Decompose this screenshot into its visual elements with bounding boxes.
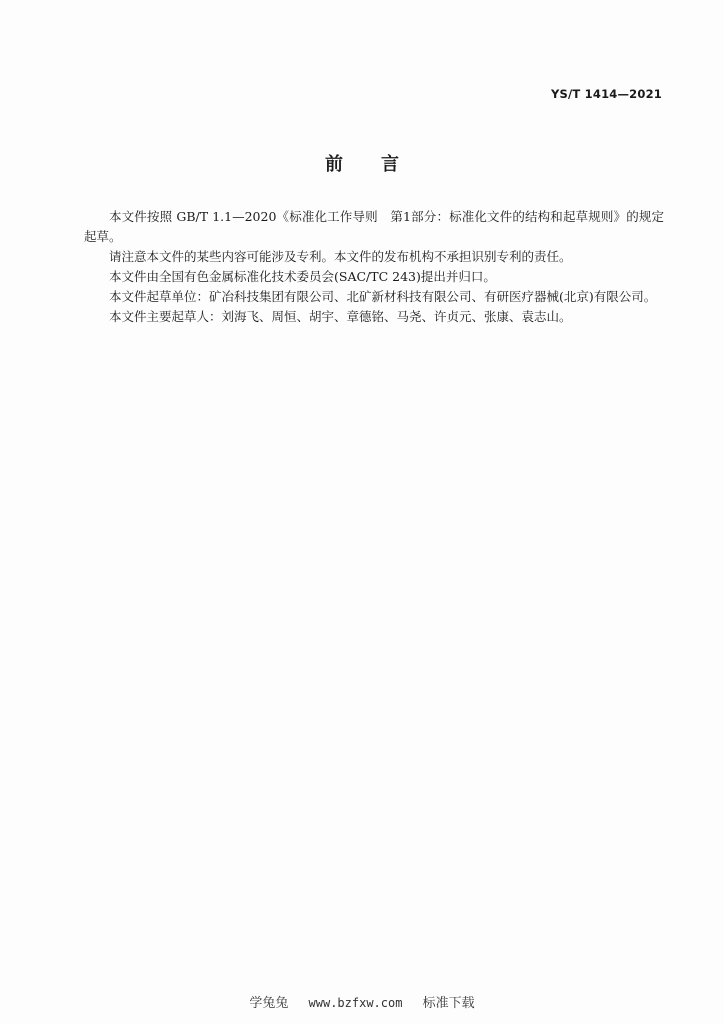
paragraph-drafters: 本文件主要起草人：刘海飞、周恒、胡宇、章德铭、马尧、许贞元、张康、袁志山。 [109, 309, 572, 324]
page-title: 前言 [325, 154, 437, 175]
footer-url[interactable]: www.bzfxw.com [308, 996, 403, 1010]
paragraph-drafting-rules: 本文件按照 GB/T 1.1—2020《标准化工作导则 第1部分：标准化文件的结构和起草规则》的规定起草。 [84, 209, 664, 244]
standard-code: YS/T 1414—2021 [551, 87, 662, 101]
paragraph-patent-notice: 请注意本文件的某些内容可能涉及专利。本文件的发布机构不承担识别专利的责任。 [109, 249, 572, 264]
footer-watermark [0, 992, 724, 1011]
footer-tagline: 标准下载 [422, 996, 475, 1011]
foreword-body [84, 207, 664, 327]
paragraph-drafting-units: 本文件起草单位：矿冶科技集团有限公司、北矿新材科技有限公司、有研医疗器械(北京)有限公司。 [109, 289, 657, 304]
footer-site-name: 学兔兔 [249, 996, 289, 1011]
paragraph-proposer: 本文件由全国有色金属标准化技术委员会(SAC/TC 243)提出并归口。 [109, 269, 496, 284]
